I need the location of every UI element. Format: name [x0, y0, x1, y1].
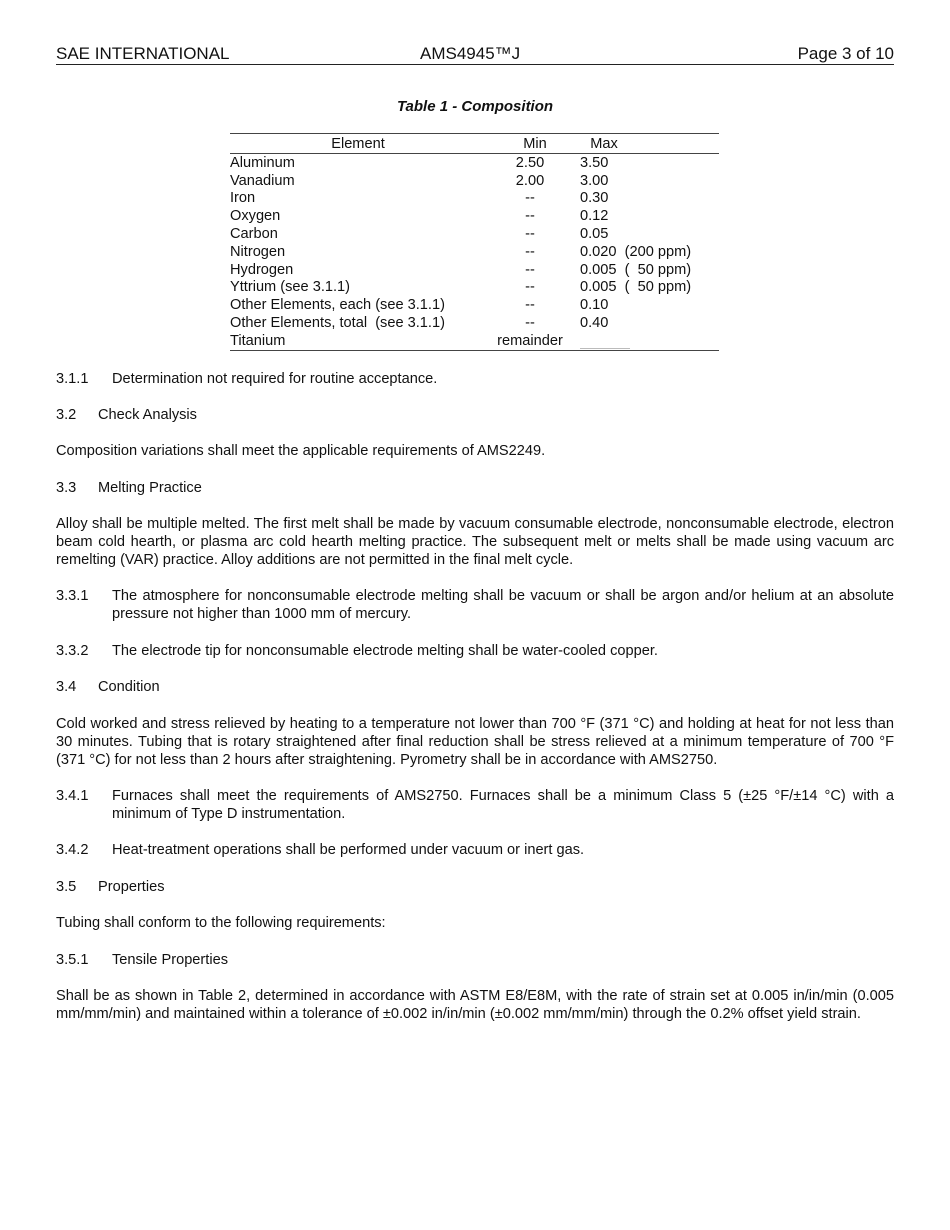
section-title-3-2: Check Analysis — [98, 407, 197, 423]
cell-max: 3.00 — [580, 172, 609, 189]
table-row — [230, 296, 719, 314]
table-body — [230, 154, 719, 350]
cell-min: -- — [525, 314, 535, 331]
cell-max: 3.50 — [580, 154, 609, 171]
table-row — [230, 189, 719, 207]
column-header-min: Min — [523, 136, 547, 152]
cell-max: 0.40 — [580, 314, 609, 331]
section-number-3-3-1: 3.3.1 — [56, 588, 89, 604]
paragraph-3-5-1: Shall be as shown in Table 2, determined in accordance with ASTM E8/E8M, with the rate of strain set at 0.005 in/in/min (0.005 mm/mm/min) and maintained within a tolerance of ±0.002 in/in/min (±0.002 mm/mm/min) through the 0.2% offset yield strain. — [56, 988, 894, 1022]
section-text-3-3-1: The atmosphere for nonconsumable electrode melting shall be vacuum or shall be argon and/or helium at an absolute pressure not higher than 1000 mm of mercury. — [112, 588, 894, 622]
table-row — [230, 225, 719, 243]
section-text-3-4-2: Heat-treatment operations shall be performed under vacuum or inert gas. — [112, 842, 585, 858]
cell-element: Yttrium (see 3.1.1) — [230, 279, 351, 296]
table-row — [230, 314, 719, 332]
cell-element: Oxygen — [230, 208, 281, 225]
max-column-stub-rule — [580, 348, 630, 349]
cell-min: remainder — [497, 332, 563, 349]
column-header-element: Element — [331, 136, 385, 152]
cell-max: 0.10 — [580, 297, 609, 314]
cell-min: -- — [525, 190, 535, 207]
table-row — [230, 172, 719, 190]
section-title-3-4: Condition — [98, 679, 160, 695]
cell-max: 0.005 ( 50 ppm) — [580, 279, 692, 296]
cell-max: 0.05 — [580, 225, 609, 242]
cell-min: -- — [525, 279, 535, 296]
cell-element: Nitrogen — [230, 243, 286, 260]
cell-max: 0.005 ( 50 ppm) — [580, 261, 692, 278]
cell-element: Carbon — [230, 225, 278, 242]
section-text-3-4-1: Furnaces shall meet the requirements of AMS2750. Furnaces shall be a minimum Class 5 (±25 °F/±14 °C) with a minimum of Type D instrumentation. — [112, 788, 894, 822]
table-row — [230, 332, 719, 350]
table-caption: Table 1 - Composition — [396, 98, 554, 115]
cell-element: Aluminum — [230, 154, 295, 171]
table-row — [230, 243, 719, 261]
section-number-3-5-1: 3.5.1 — [56, 952, 89, 968]
section-number-3-1-1: 3.1.1 — [56, 371, 89, 387]
table-bottom-rule — [230, 350, 719, 351]
composition-table — [230, 133, 719, 351]
cell-max: 0.020 (200 ppm) — [580, 243, 692, 260]
table-top-rule — [230, 133, 719, 134]
table-row — [230, 207, 719, 225]
cell-element: Iron — [230, 190, 256, 207]
cell-element: Titanium — [230, 332, 286, 349]
paragraph-3-4: Cold worked and stress relieved by heating to a temperature not lower than 700 °F (371 °C) and holding at heat for not less than 30 minutes. Tubing that is rotary straightened after final reduction shall be stress relieved at a minimum temperature of 700 °F (371 °C) for not less than 2 hours after straightening. Pyrometry shall be in accordance with AMS2750. — [56, 716, 894, 768]
table-row — [230, 154, 719, 172]
cell-min: -- — [525, 208, 535, 225]
cell-min: -- — [525, 243, 535, 260]
section-text-3-3-2: The electrode tip for nonconsumable electrode melting shall be water-cooled copper. — [112, 643, 658, 659]
cell-element: Other Elements, each (see 3.1.1) — [230, 297, 445, 314]
section-title-3-5-1: Tensile Properties — [112, 952, 228, 968]
header-page-number: Page 3 of 10 — [797, 44, 894, 63]
section-number-3-5: 3.5 — [56, 879, 77, 895]
cell-element: Hydrogen — [230, 261, 294, 278]
cell-max: 0.30 — [580, 190, 609, 207]
section-text-3-1-1: Determination not required for routine acceptance. — [112, 371, 438, 387]
cell-min: 2.50 — [515, 154, 545, 171]
table-header-row — [230, 135, 719, 153]
section-title-3-3: Melting Practice — [98, 480, 202, 496]
section-number-3-4-2: 3.4.2 — [56, 842, 89, 858]
section-number-3-3: 3.3 — [56, 480, 77, 496]
table-row — [230, 278, 719, 296]
section-number-3-4-1: 3.4.1 — [56, 788, 89, 804]
cell-element: Other Elements, total (see 3.1.1) — [230, 314, 445, 331]
paragraph-3-5: Tubing shall conform to the following requirements: — [56, 915, 386, 931]
section-number-3-3-2: 3.3.2 — [56, 643, 89, 659]
section-number-3-4: 3.4 — [56, 679, 77, 695]
cell-min: 2.00 — [515, 172, 545, 189]
cell-min: -- — [525, 261, 535, 278]
section-title-3-5: Properties — [98, 879, 165, 895]
column-header-max: Max — [590, 136, 618, 152]
paragraph-3-2: Composition variations shall meet the applicable requirements of AMS2249. — [56, 443, 546, 459]
page-header — [56, 44, 894, 65]
cell-element: Vanadium — [230, 172, 295, 189]
header-doc-number: AMS4945™J — [420, 44, 521, 63]
header-org: SAE INTERNATIONAL — [56, 44, 230, 63]
table-row — [230, 261, 719, 279]
cell-min: -- — [525, 225, 535, 242]
cell-max: 0.12 — [580, 208, 609, 225]
cell-min: -- — [525, 297, 535, 314]
section-number-3-2: 3.2 — [56, 407, 77, 423]
paragraph-3-3: Alloy shall be multiple melted. The first melt shall be made by vacuum consumable electrode, nonconsumable electrode, electron beam cold hearth, or plasma arc cold hearth melting practice. The subsequent melt or melts shall be made using vacuum arc remelting (VAR) practice. Alloy additions are not permitted in the final melt cycle. — [56, 516, 894, 568]
